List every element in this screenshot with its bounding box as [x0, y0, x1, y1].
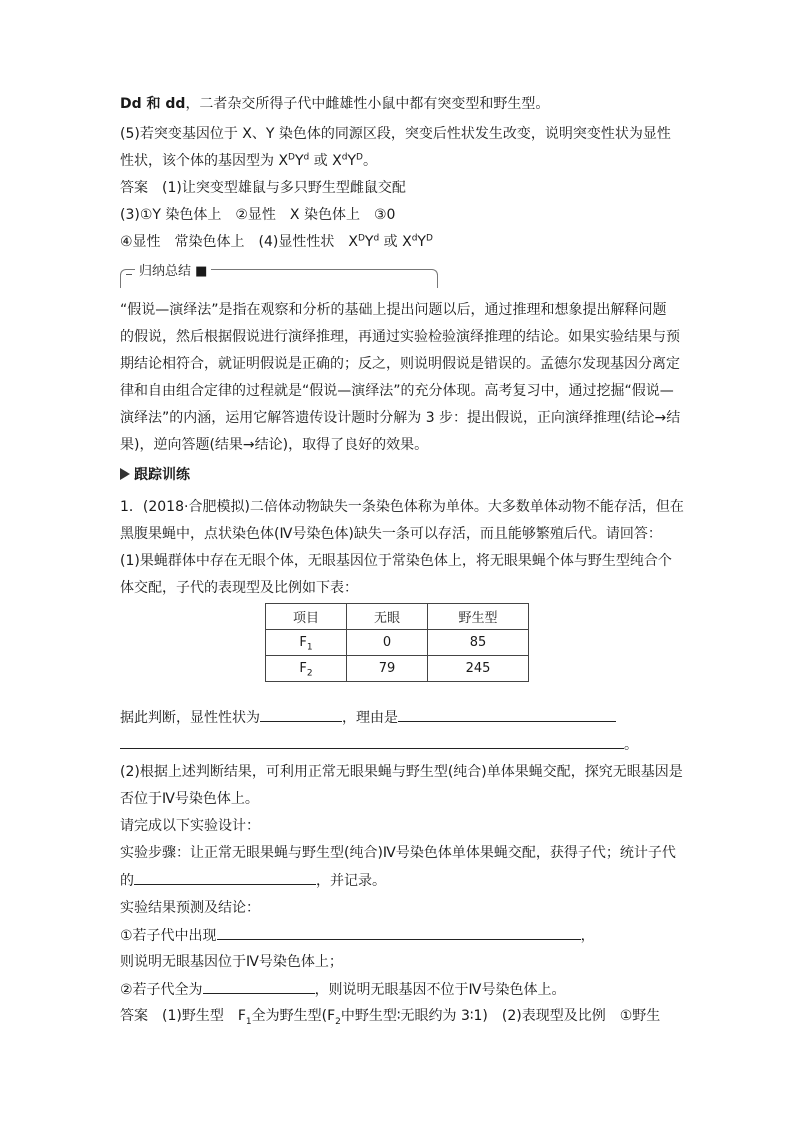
question-line: 则说明无眼基因位于Ⅳ号染色体上；	[120, 954, 343, 970]
text-fragment: ①若子代中出现	[120, 928, 217, 944]
summary-frame-tick	[126, 274, 132, 275]
summary-paragraph-line: 期结论相符合，就证明假说是正确的；反之，则说明假说是错误的。孟德尔发现基因分离定	[120, 356, 680, 372]
play-icon	[120, 468, 130, 480]
answer-line	[120, 232, 433, 252]
table-row	[266, 630, 529, 656]
fill-blank-line	[120, 925, 595, 946]
answer-blank[interactable]	[260, 707, 342, 722]
question-line: 体交配，子代的表现型及比例如下表：	[120, 580, 358, 596]
summary-paragraph-line: 律和自由组合定律的过程就是“假说—演绎法”的充分体现。高考复习中，通过挖掘“假说—	[120, 383, 674, 399]
answer-label: 答案	[120, 1008, 148, 1024]
fill-blank-line	[120, 707, 616, 728]
text-fragment: Y	[294, 153, 304, 169]
question-line: 1．(2018·合肥模拟)二倍体动物缺失一条染色体称为单体。大多数单体动物不能存活，但在	[120, 499, 684, 515]
question-line: (1)果蝇群体中存在无眼个体，无眼基因位于常染色体上，将无眼果蝇个体与野生型纯合个	[120, 553, 672, 569]
superscript: D	[425, 233, 433, 244]
superscript: d	[411, 233, 418, 244]
text-fragment: 的	[120, 873, 134, 889]
text-fragment: ，则说明无眼基因不位于Ⅳ号染色体上。	[314, 982, 566, 998]
answer-blank[interactable]	[134, 870, 316, 885]
superscript: d	[341, 152, 348, 163]
text-fragment: (1)让突变型雄鼠与多只野生型雌鼠交配	[162, 180, 406, 196]
summary-paragraph-line: 的假说，然后根据假说进行演绎推理，再通过实验检验演绎推理的结论。如果实验结果与预	[120, 329, 680, 345]
fill-blank-line	[120, 870, 386, 891]
table-header-cell: 野生型	[428, 604, 529, 630]
superscript: D	[288, 152, 295, 163]
question-line: 实验结果预测及结论：	[120, 900, 260, 916]
fill-blank-line	[120, 979, 565, 1000]
summary-paragraph-line: “假说—演绎法”是指在观察和分析的基础上提出问题以后，通过推理和想象提出解释问题	[120, 302, 667, 318]
results-table	[265, 603, 529, 682]
answer-blank[interactable]	[203, 979, 315, 994]
table-row	[266, 656, 529, 682]
answer-blank[interactable]	[217, 925, 581, 940]
table-cell: 85	[428, 630, 529, 656]
text-fragment: 或 X	[309, 153, 342, 169]
text-fragment: Y	[417, 234, 426, 250]
text-fragment: ②若子代全为	[120, 982, 203, 998]
summary-paragraph-line: 果)，逆向答题(结果→结论)，取得了良好的效果。	[120, 437, 429, 453]
table-header-row	[266, 604, 529, 630]
superscript: d	[373, 233, 380, 244]
answer-line: (3)①Y 染色体上 ②显性 X 染色体上 ③0	[120, 207, 396, 223]
section-heading: 跟踪训练	[120, 465, 190, 485]
text-fragment: ，	[580, 928, 595, 944]
text-fragment: (1)野生型 F	[162, 1008, 246, 1024]
subscript: 2	[335, 1016, 341, 1027]
text-fragment: 性状，该个体的基因型为 X	[120, 153, 289, 169]
text-fragment: 据此判断，显性性状为	[120, 710, 260, 726]
text-fragment: 。	[362, 153, 377, 169]
text-fragment: ④显性 常染色体上 (4)显性性状 X	[120, 234, 358, 250]
table-cell: 0	[347, 630, 428, 656]
question-line: 实验步骤：让正常无眼果蝇与野生型(纯合)Ⅳ号染色体单体果蝇交配，获得子代；统计子代	[120, 845, 676, 861]
superscript: D	[357, 233, 365, 244]
answer-blank[interactable]	[120, 734, 624, 749]
answer-label: 答案	[120, 180, 148, 196]
text-fragment: 或 X	[379, 234, 412, 250]
subscript: 1	[245, 1016, 252, 1027]
table-cell: $F_2$	[266, 656, 347, 682]
text-line	[120, 94, 549, 114]
text-fragment: 全为野生型(F	[251, 1008, 336, 1024]
superscript: d	[303, 152, 310, 163]
genotype-bold: Dd 和 dd	[120, 96, 186, 112]
question-line: (2)根据上述判断结果，可利用正常无眼果蝇与野生型(纯合)单体果蝇交配，探究无眼基因是	[120, 764, 683, 780]
table-cell: 79	[347, 656, 428, 682]
text-line	[120, 151, 377, 171]
question-line: 请完成以下实验设计：	[120, 818, 260, 834]
answer-blank[interactable]	[398, 707, 616, 722]
question-line: 黑腹果蝇中，点状染色体(Ⅳ号染色体)缺失一条可以存活，而且能够繁殖后代。请回答：	[120, 526, 662, 542]
text-fragment: ，二者杂交所得子代中雌雄性小鼠中都有突变型和野生型。	[185, 96, 550, 112]
text-fragment: 中野生型∶无眼约为 3∶1) (2)表现型及比例 ①野生	[340, 1008, 661, 1024]
summary-label: 归纳总结 ■	[135, 264, 211, 280]
summary-paragraph-line: 演绎法”的内涵，运用它解答遗传设计题时分解为 3 步：提出假说，正向演绎推理(结论→结	[120, 410, 681, 426]
answer-line	[120, 1006, 660, 1026]
text-fragment: ，理由是	[342, 710, 398, 726]
text-fragment: 。	[624, 737, 638, 753]
answer-line	[120, 178, 406, 198]
fill-blank-line	[120, 734, 638, 755]
table-header-cell: 项目	[266, 604, 347, 630]
text-fragment: ，并记录。	[316, 873, 386, 889]
superscript: D	[356, 152, 363, 163]
question-line: 否位于Ⅳ号染色体上。	[120, 791, 259, 807]
text-fragment: Y	[347, 153, 357, 169]
table-header-cell: 无眼	[347, 604, 428, 630]
text-fragment: Y	[364, 234, 374, 250]
table-cell: 245	[428, 656, 529, 682]
text-line: (5)若突变基因位于 X、Y 染色体的同源区段，突变后性状发生改变，说明突变性状为显性	[120, 126, 671, 142]
table-cell: $F_1$	[266, 630, 347, 656]
